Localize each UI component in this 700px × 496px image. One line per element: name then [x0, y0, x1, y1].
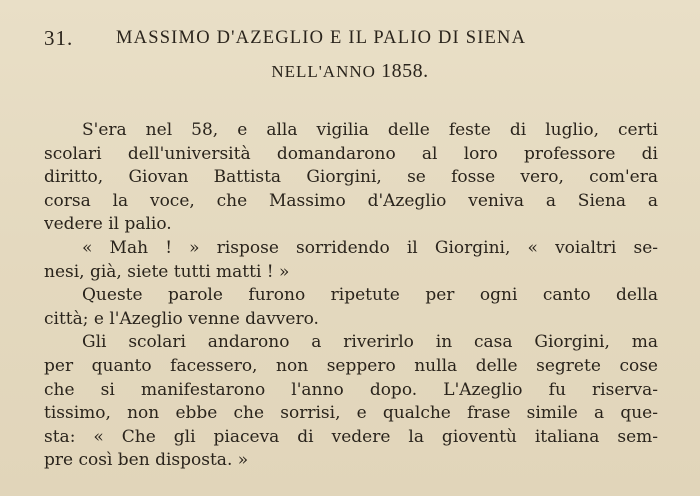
- text-line: sta: « Che gli piaceva di vedere la gioventù italiana sem-: [44, 426, 658, 447]
- text-line: Queste parole furono ripetute per ogni canto della: [82, 285, 658, 306]
- chapter-heading: [44, 26, 664, 56]
- section-number: 31.: [44, 26, 74, 50]
- text-line: tissimo, non ebbe che sorrisi, e qualche frase simile a que-: [44, 403, 658, 424]
- text-line: scolari dell'università domandarono al loro professore di: [44, 143, 658, 164]
- text-line: che si manifestarono l'anno dopo. L'Azeglio fu riserva-: [44, 379, 658, 400]
- text-line: vedere il palio.: [44, 214, 172, 235]
- text-line: città; e l'Azeglio venne davvero.: [44, 308, 319, 329]
- subtitle-prefix: NELL'ANNO: [271, 62, 376, 81]
- text-line: corsa la voce, che Massimo d'Azeglio veniva a Siena a: [44, 190, 658, 211]
- subtitle-year: 1858.: [381, 60, 429, 82]
- text-line: « Mah ! » rispose sorridendo il Giorgini, « voialtri se-: [82, 237, 658, 258]
- text-line: diritto, Giovan Battista Giorgini, se fosse vero, com'era: [44, 167, 658, 188]
- text-line: S'era nel 58, e alla vigilia delle feste di luglio, certi: [82, 120, 658, 140]
- body-text: [44, 119, 658, 473]
- chapter-title: MASSIMO D'AZEGLIO E IL PALIO DI SIENA: [116, 28, 527, 48]
- text-line: Gli scolari andarono a riverirlo in casa Giorgini, ma: [82, 332, 658, 353]
- text-line: pre così ben disposta. »: [44, 450, 249, 471]
- chapter-subtitle: [0, 60, 700, 83]
- text-line: nesi, già, siete tutti matti ! »: [44, 261, 290, 282]
- text-line: per quanto facessero, non seppero nulla delle segrete cose: [44, 355, 658, 376]
